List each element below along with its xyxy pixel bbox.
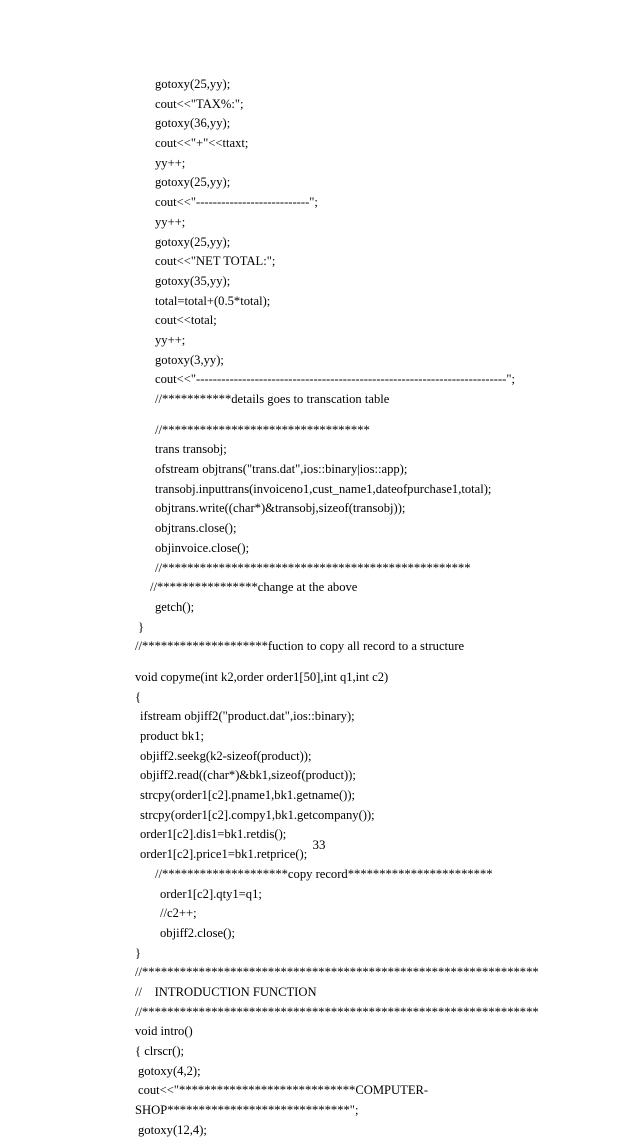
code-line: cout<<"--------------------------------------------------------------------------";	[155, 372, 516, 387]
code-line: gotoxy(25,yy);	[155, 234, 231, 249]
code-line: gotoxy(25,yy);	[155, 175, 231, 190]
code-line: objtrans.close();	[155, 521, 237, 536]
code-line: getch();	[155, 599, 195, 614]
code-line: cout<<total;	[155, 313, 217, 328]
code-line: total=total+(0.5*total);	[155, 293, 271, 308]
code-line: cout<<"+"<<ttaxt;	[155, 136, 249, 151]
code-line: objinvoice.close();	[155, 540, 250, 555]
blank-line	[0, 657, 638, 668]
code-comment: // INTRODUCTION FUNCTION	[135, 984, 317, 999]
code-line: void copyme(int k2,order order1[50],int q1,int c2)	[135, 669, 389, 684]
code-comment: //********************copy record***********************	[155, 866, 493, 881]
code-line: gotoxy(3,yy);	[155, 352, 224, 367]
code-line: yy++;	[155, 155, 186, 170]
code-line: gotoxy(12,4);	[138, 1122, 207, 1137]
code-line: objiff2.seekg(k2-sizeof(product));	[140, 748, 312, 763]
code-comment: //***********details goes to transcation table	[155, 392, 390, 406]
code-comment: //*********************************	[155, 422, 370, 437]
code-line: gotoxy(25,yy);	[155, 77, 231, 91]
code-line: strcpy(order1[c2].compy1,bk1.getcompany());	[140, 807, 375, 822]
code-comment: //***************************************************************	[135, 965, 539, 980]
code-listing	[0, 75, 638, 1140]
code-line: gotoxy(35,yy);	[155, 273, 231, 288]
blank-line	[0, 410, 638, 421]
code-line: gotoxy(4,2);	[138, 1063, 201, 1078]
code-line: yy++;	[155, 332, 186, 347]
code-line: ofstream objtrans("trans.dat",ios::binary|ios::app);	[155, 462, 408, 477]
code-line: strcpy(order1[c2].pname1,bk1.getname());	[140, 788, 356, 803]
code-line: trans transobj;	[155, 442, 227, 457]
code-line: objiff2.read((char*)&bk1,sizeof(product));	[140, 768, 356, 783]
code-line: cout<<"---------------------------";	[155, 195, 318, 210]
code-line: objtrans.write((char*)&transobj,sizeof(transobj));	[155, 501, 406, 516]
code-line: }	[135, 945, 142, 960]
code-line: order1[c2].dis1=bk1.retdis();	[140, 827, 287, 842]
code-line: order1[c2].qty1=q1;	[160, 886, 262, 901]
code-line: { clrscr();	[135, 1044, 185, 1058]
code-comment: //c2++;	[160, 906, 197, 921]
code-line: objiff2.close();	[160, 925, 235, 940]
code-comment: //***************************************************************	[135, 1004, 539, 1019]
code-line: transobj.inputtrans(invoiceno1,cust_name1,dateofpurchase1,total);	[155, 481, 492, 496]
page-number: 33	[312, 837, 326, 852]
code-line: cout<<"NET TOTAL:";	[155, 254, 276, 269]
code-line: }	[138, 619, 145, 634]
code-line: cout<<"****************************COMPUTER-	[138, 1083, 429, 1098]
code-line: {	[135, 689, 142, 704]
code-line: order1[c2].price1=bk1.retprice();	[140, 847, 308, 862]
code-line: ifstream objiff2("product.dat",ios::binary);	[140, 709, 355, 724]
code-line: SHOP*****************************";	[135, 1103, 359, 1118]
code-line: yy++;	[155, 214, 186, 229]
code-line: void intro()	[135, 1024, 193, 1039]
code-line: product bk1;	[140, 729, 205, 743]
code-comment: //*************************************************	[155, 560, 471, 575]
code-line: cout<<"TAX%:";	[155, 96, 244, 111]
code-comment: //********************fuction to copy all record to a structure	[135, 639, 465, 654]
code-comment: //****************change at the above	[150, 580, 358, 595]
code-line: gotoxy(36,yy);	[155, 116, 231, 131]
